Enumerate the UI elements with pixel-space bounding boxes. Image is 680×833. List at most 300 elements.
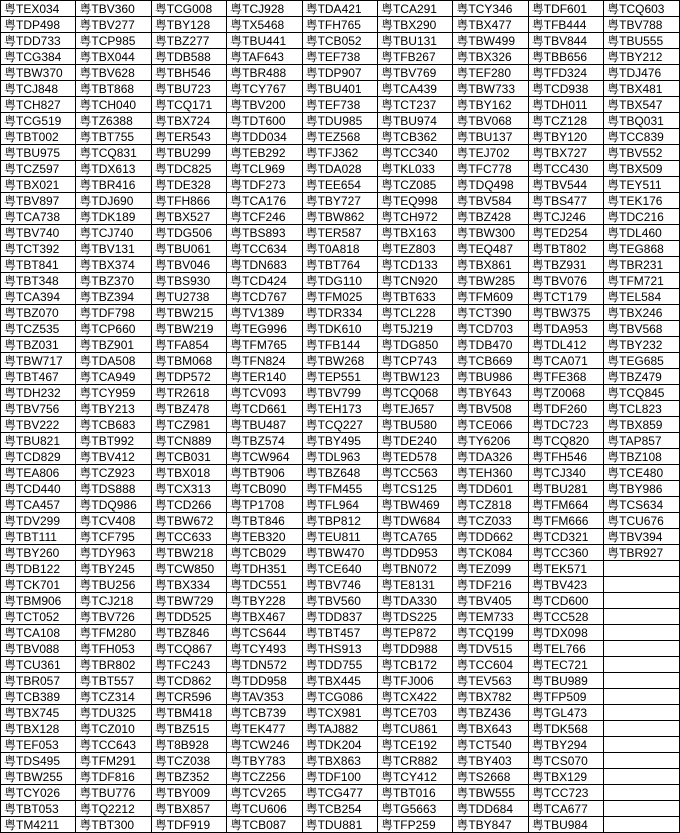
plate-cell: 粤TCV093 <box>227 385 302 401</box>
plate-cell: 粤TBU974 <box>377 113 452 129</box>
plate-cell: 粤TCZ314 <box>76 689 151 705</box>
table-row <box>1 785 680 801</box>
plate-cell: 粤TCY412 <box>377 769 452 785</box>
plate-cell: 粤TEH360 <box>453 465 528 481</box>
plate-cell: 粤TBZ394 <box>76 289 151 305</box>
plate-cell: 粤TDJ476 <box>604 65 679 81</box>
plate-cell: 粤TCP743 <box>377 353 452 369</box>
plate-cell: 粤TBX481 <box>604 81 679 97</box>
plate-cell: 粤TBU821 <box>1 433 76 449</box>
table-row <box>1 641 680 657</box>
plate-cell: 粤TZ0068 <box>528 385 603 401</box>
plate-cell: 粤TBT764 <box>302 257 377 273</box>
plate-cell: 粤TCE703 <box>377 705 452 721</box>
plate-cell: 粤TBV277 <box>76 17 151 33</box>
plate-cell: 粤TDH351 <box>227 561 302 577</box>
plate-cell: 粤TFB444 <box>528 17 603 33</box>
table-row <box>1 353 680 369</box>
plate-cell: 粤TCA949 <box>76 369 151 385</box>
plate-cell: 粤TDD837 <box>302 609 377 625</box>
plate-cell: 粤TEB320 <box>227 529 302 545</box>
plate-cell: 粤TEC721 <box>528 657 603 673</box>
plate-cell: 粤TBX643 <box>453 721 528 737</box>
plate-cell: 粤TDF100 <box>302 769 377 785</box>
plate-cell: 粤TCP660 <box>76 321 151 337</box>
plate-cell: 粤TDA028 <box>302 161 377 177</box>
plate-cell: 粤TBT802 <box>528 241 603 257</box>
plate-cell: 粤TBV799 <box>302 385 377 401</box>
plate-cell: 粤TCY493 <box>227 641 302 657</box>
plate-cell: 粤TAV353 <box>227 689 302 705</box>
plate-cell: 粤TBV628 <box>76 65 151 81</box>
plate-cell: 粤TCB739 <box>227 705 302 721</box>
plate-cell <box>604 801 679 817</box>
table-row <box>1 561 680 577</box>
plate-cell: 粤TBY245 <box>76 561 151 577</box>
plate-cell: 粤TDK204 <box>302 737 377 753</box>
plate-cell: 粤TCP985 <box>76 33 151 49</box>
plate-cell: 粤TBW268 <box>302 353 377 369</box>
plate-cell: 粤TCW246 <box>227 737 302 753</box>
table-row <box>1 161 680 177</box>
plate-cell: 粤TBV394 <box>604 529 679 545</box>
plate-cell: 粤TBU281 <box>528 481 603 497</box>
plate-cell: 粤TCQ831 <box>76 145 151 161</box>
plate-cell: 粤TBV568 <box>604 321 679 337</box>
table-row <box>1 1 680 17</box>
plate-cell: 粤TEB292 <box>227 145 302 161</box>
plate-cell: 粤TCZ818 <box>453 497 528 513</box>
plate-cell: 粤TCA677 <box>528 801 603 817</box>
plate-cell: 粤THS913 <box>302 641 377 657</box>
plate-cell: 粤TFL964 <box>302 497 377 513</box>
plate-cell: 粤TDC551 <box>227 577 302 593</box>
plate-cell: 粤TBW123 <box>377 369 452 385</box>
plate-cell: 粤TCB669 <box>453 353 528 369</box>
plate-cell: 粤TBZ479 <box>604 369 679 385</box>
plate-cell: 粤TDS495 <box>1 753 76 769</box>
plate-cell: 粤TDB588 <box>151 49 226 65</box>
plate-cell: 粤TCB172 <box>377 657 452 673</box>
plate-cell: 粤TBY162 <box>453 97 528 113</box>
plate-cell: 粤TCV408 <box>76 513 151 529</box>
plate-cell: 粤TBT992 <box>76 433 151 449</box>
plate-cell: 粤TDQ986 <box>76 497 151 513</box>
plate-cell: 粤TCQ171 <box>151 97 226 113</box>
plate-cell: 粤TFM664 <box>528 497 603 513</box>
table-row <box>1 65 680 81</box>
plate-cell: 粤TFN824 <box>227 353 302 369</box>
plate-cell: 粤TBT846 <box>227 513 302 529</box>
plate-cell: 粤TCC633 <box>151 529 226 545</box>
plate-cell: 粤TBV756 <box>1 401 76 417</box>
plate-cell: 粤TFJ362 <box>302 145 377 161</box>
plate-cell: 粤TBX044 <box>76 49 151 65</box>
plate-cell: 粤TDB122 <box>1 561 76 577</box>
plate-cell: 粤TCK084 <box>453 545 528 561</box>
plate-cell: 粤TCT390 <box>453 305 528 321</box>
plate-cell: 粤TBX021 <box>1 177 76 193</box>
plate-cell: 粤T5J219 <box>377 321 452 337</box>
plate-cell: 粤TCG519 <box>1 113 76 129</box>
plate-cell: 粤TBX374 <box>76 257 151 273</box>
plate-cell <box>604 785 679 801</box>
plate-cell: 粤TCB254 <box>302 801 377 817</box>
plate-cell: 粤TEJ702 <box>453 145 528 161</box>
plate-cell: 粤TFM280 <box>76 625 151 641</box>
plate-cell: 粤TBW469 <box>377 497 452 513</box>
plate-cell: 粤TBW555 <box>453 785 528 801</box>
plate-cell: 粤TDD525 <box>151 609 226 625</box>
plate-cell: 粤TCC643 <box>76 737 151 753</box>
plate-cell: 粤TDA330 <box>377 593 452 609</box>
plate-cell: 粤TEX034 <box>1 1 76 17</box>
plate-cell: 粤TDS888 <box>76 481 151 497</box>
plate-cell: 粤TCE192 <box>377 737 452 753</box>
plate-cell: 粤TCL969 <box>227 161 302 177</box>
plate-cell: 粤TDC825 <box>151 161 226 177</box>
plate-cell: 粤TDK189 <box>76 209 151 225</box>
plate-cell: 粤TCC563 <box>377 465 452 481</box>
plate-cell: 粤TCX981 <box>302 705 377 721</box>
plate-cell: 粤TBQ031 <box>604 113 679 129</box>
plate-cell: 粤TCB362 <box>377 129 452 145</box>
plate-cell: 粤TDP907 <box>302 65 377 81</box>
plate-cell: 粤TDH232 <box>1 385 76 401</box>
plate-cell: 粤TBN072 <box>377 561 452 577</box>
plate-cell: 粤TBX782 <box>453 689 528 705</box>
plate-cell: 粤TEL584 <box>604 289 679 305</box>
plate-cell: 粤TDF216 <box>453 577 528 593</box>
plate-cell: 粤TCQ068 <box>377 385 452 401</box>
plate-cell: 粤TBX246 <box>604 305 679 321</box>
table-row <box>1 337 680 353</box>
plate-cell: 粤TBZ931 <box>528 257 603 273</box>
plate-cell: 粤TBX445 <box>302 673 377 689</box>
plate-cell: 粤TFH765 <box>302 17 377 33</box>
table-row <box>1 625 680 641</box>
plate-cell: 粤TCY767 <box>227 81 302 97</box>
plate-cell: 粤TCQ227 <box>302 417 377 433</box>
plate-cell: 粤TBY783 <box>227 753 302 769</box>
plate-cell: 粤TCC528 <box>528 609 603 625</box>
plate-cell: 粤TEG996 <box>227 321 302 337</box>
plate-cell: 粤TBZ428 <box>453 209 528 225</box>
plate-cell: 粤TDD958 <box>227 673 302 689</box>
table-row <box>1 465 680 481</box>
plate-cell: 粤TDF273 <box>227 177 302 193</box>
plate-cell: 粤TBY212 <box>604 49 679 65</box>
plate-cell: 粤TBX745 <box>1 705 76 721</box>
plate-cell: 粤TU2738 <box>151 289 226 305</box>
table-row <box>1 737 680 753</box>
plate-cell: 粤TBT016 <box>377 785 452 801</box>
plate-cell: 粤TCZ256 <box>227 769 302 785</box>
plate-cell <box>604 737 679 753</box>
plate-cell: 粤TDP572 <box>151 369 226 385</box>
plate-cell: 粤TV1389 <box>227 305 302 321</box>
plate-cell: 粤TCW850 <box>151 561 226 577</box>
plate-cell: 粤TBT868 <box>76 81 151 97</box>
plate-cell: 粤TFA854 <box>151 337 226 353</box>
plate-cell: 粤TBU131 <box>377 33 452 49</box>
plate-cell: 粤TBV423 <box>528 577 603 593</box>
plate-cell: 粤TDG110 <box>302 273 377 289</box>
plate-cell: 粤TED578 <box>377 449 452 465</box>
plate-cell: 粤TCE640 <box>302 561 377 577</box>
plate-cell: 粤TBS893 <box>227 225 302 241</box>
plate-cell: 粤TEK571 <box>528 561 603 577</box>
table-row <box>1 81 680 97</box>
table-row <box>1 225 680 241</box>
plate-cell: 粤TBS930 <box>151 273 226 289</box>
table-row <box>1 689 680 705</box>
plate-cell: 粤TCU861 <box>377 721 452 737</box>
plate-cell: 粤TCF246 <box>227 209 302 225</box>
plate-cell: 粤TCA439 <box>377 81 452 97</box>
plate-cell: 粤TCC634 <box>227 241 302 257</box>
plate-cell: 粤TEG868 <box>604 241 679 257</box>
plate-cell: 粤TCB683 <box>76 417 151 433</box>
plate-cell: 粤TBW370 <box>1 65 76 81</box>
plate-cell: 粤TCU361 <box>1 657 76 673</box>
plate-cell: 粤TBY294 <box>528 737 603 753</box>
plate-cell: 粤TBW300 <box>453 225 528 241</box>
plate-cell: 粤TCG086 <box>302 689 377 705</box>
plate-cell: 粤TEK477 <box>227 721 302 737</box>
plate-cell <box>604 689 679 705</box>
plate-cell: 粤TDF798 <box>76 305 151 321</box>
plate-cell: 粤TBT467 <box>1 369 76 385</box>
plate-cell: 粤TDA508 <box>76 353 151 369</box>
table-row <box>1 497 680 513</box>
plate-cell: 粤TBT002 <box>1 129 76 145</box>
table-row <box>1 433 680 449</box>
plate-cell: 粤TCQ867 <box>151 641 226 657</box>
plate-cell: 粤TCZ128 <box>528 113 603 129</box>
plate-cell: 粤TBX290 <box>377 17 452 33</box>
plate-cell <box>604 769 679 785</box>
plate-cell: 粤TCZ535 <box>1 321 76 337</box>
plate-cell: 粤TBV740 <box>1 225 76 241</box>
plate-cell: 粤TCH827 <box>1 97 76 113</box>
plate-cell: 粤TCY959 <box>76 385 151 401</box>
plate-cell: 粤TEP872 <box>377 625 452 641</box>
plate-cell: 粤TBY495 <box>302 433 377 449</box>
plate-cell: 粤TCT392 <box>1 241 76 257</box>
plate-cell: 粤TBW672 <box>151 513 226 529</box>
plate-cell: 粤TBZ352 <box>151 769 226 785</box>
plate-cell <box>604 593 679 609</box>
plate-cell: 粤TAF643 <box>227 49 302 65</box>
plate-cell: 粤TFB267 <box>377 49 452 65</box>
plate-cell: 粤TEZ099 <box>453 561 528 577</box>
plate-cell: 粤TCY346 <box>453 1 528 17</box>
plate-cell: 粤TBZ436 <box>453 705 528 721</box>
plate-cell: 粤TBM068 <box>151 353 226 369</box>
plate-cell: 粤TBB656 <box>528 49 603 65</box>
plate-cell: 粤TBR802 <box>76 657 151 673</box>
table-row <box>1 177 680 193</box>
plate-cell: 粤TBZ070 <box>1 305 76 321</box>
plate-cell: 粤TDH011 <box>528 97 603 113</box>
table-row <box>1 273 680 289</box>
table-row <box>1 721 680 737</box>
plate-cell: 粤TFH866 <box>151 193 226 209</box>
plate-cell: 粤TEQ487 <box>453 241 528 257</box>
plate-cell: 粤TCS634 <box>604 497 679 513</box>
plate-cell: 粤TFM765 <box>227 337 302 353</box>
plate-cell: 粤TFP259 <box>377 817 452 833</box>
plate-cell: 粤TG5663 <box>377 801 452 817</box>
plate-cell: 粤TBY260 <box>1 545 76 561</box>
table-row <box>1 657 680 673</box>
plate-cell: 粤TCD938 <box>528 81 603 97</box>
plate-cell: 粤TBZ846 <box>151 625 226 641</box>
plate-cell: 粤TCX313 <box>151 481 226 497</box>
plate-cell: 粤TFD324 <box>528 65 603 81</box>
plate-cell: 粤TBU986 <box>453 369 528 385</box>
plate-cell: 粤TCT540 <box>453 737 528 753</box>
table-row <box>1 609 680 625</box>
plate-cell: 粤TDG506 <box>151 225 226 241</box>
table-row <box>1 193 680 209</box>
plate-cell: 粤TEF738 <box>302 97 377 113</box>
plate-cell: 粤TBM906 <box>1 593 76 609</box>
plate-cell: 粤TBX477 <box>453 17 528 33</box>
plate-cell: 粤TDF601 <box>528 1 603 17</box>
plate-cell: 粤TBY986 <box>604 481 679 497</box>
plate-cell: 粤TCD703 <box>453 321 528 337</box>
table-row <box>1 129 680 145</box>
plate-cell: 粤TBW218 <box>151 545 226 561</box>
plate-cell: 粤TER140 <box>227 369 302 385</box>
plate-cell: 粤TBM418 <box>151 705 226 721</box>
plate-cell: 粤TCA108 <box>1 625 76 641</box>
table-row <box>1 545 680 561</box>
plate-cell: 粤TCE066 <box>453 417 528 433</box>
plate-cell: 粤TCC839 <box>604 129 679 145</box>
plate-cell: 粤TBR416 <box>76 177 151 193</box>
plate-cell: 粤TEH173 <box>302 401 377 417</box>
plate-cell: 粤TBU989 <box>528 673 603 689</box>
plate-cell: 粤TCN889 <box>151 433 226 449</box>
plate-cell: 粤TBV200 <box>227 97 302 113</box>
plate-cell: 粤TDC216 <box>604 209 679 225</box>
plate-cell: 粤TFB144 <box>302 337 377 353</box>
plate-cell: 粤TBW285 <box>453 273 528 289</box>
plate-cell: 粤TBW219 <box>151 321 226 337</box>
plate-cell: 粤TBU580 <box>377 417 452 433</box>
plate-cell: 粤TDD684 <box>453 801 528 817</box>
plate-cell: 粤TCA765 <box>377 529 452 545</box>
plate-cell: 粤TBV131 <box>76 241 151 257</box>
plate-cell: 粤TBU401 <box>302 81 377 97</box>
plate-cell: 粤TBV508 <box>453 401 528 417</box>
plate-cell: 粤TCJ340 <box>528 465 603 481</box>
plate-cell: 粤TCJ848 <box>1 81 76 97</box>
plate-cell: 粤TBX724 <box>151 113 226 129</box>
plate-cell: 粤TCG008 <box>151 1 226 17</box>
plate-cell: 粤TDX098 <box>528 625 603 641</box>
plate-cell: 粤TCA071 <box>528 353 603 369</box>
plate-cell: 粤TBV788 <box>604 17 679 33</box>
plate-cell: 粤TBZ648 <box>302 465 377 481</box>
plate-cell: 粤TBR057 <box>1 673 76 689</box>
plate-cell: 粤TCC723 <box>528 785 603 801</box>
plate-cell: 粤TCQ199 <box>453 625 528 641</box>
plate-cell: 粤TEL766 <box>528 641 603 657</box>
table-row <box>1 49 680 65</box>
plate-cell: 粤TBV046 <box>151 257 226 273</box>
plate-cell: 粤TCX422 <box>377 689 452 705</box>
plate-cell: 粤TCB389 <box>1 689 76 705</box>
plate-cell: 粤TBW729 <box>151 593 226 609</box>
plate-cell: 粤TEU811 <box>302 529 377 545</box>
plate-cell: 粤TS2668 <box>453 769 528 785</box>
plate-cell: 粤TAJ882 <box>302 721 377 737</box>
plate-cell: 粤TQ2212 <box>76 801 151 817</box>
plate-cell: 粤TCD767 <box>227 289 302 305</box>
plate-cell: 粤TBY228 <box>227 593 302 609</box>
plate-cell: 粤TBR927 <box>604 545 679 561</box>
plate-cell: 粤TDL460 <box>604 225 679 241</box>
plate-cell: 粤TBU061 <box>151 241 226 257</box>
plate-cell: 粤TKL033 <box>377 161 452 177</box>
plate-cell: 粤TBW470 <box>302 545 377 561</box>
plate-cell: 粤TDL963 <box>302 449 377 465</box>
plate-cell <box>604 817 679 833</box>
plate-cell: 粤TEZ803 <box>377 241 452 257</box>
plate-cell: 粤TBZ478 <box>151 401 226 417</box>
plate-cell: 粤TBZ108 <box>604 449 679 465</box>
plate-cell: 粤TDA421 <box>302 1 377 17</box>
plate-cell: 粤TDV299 <box>1 513 76 529</box>
plate-cell: 粤TBT111 <box>1 529 76 545</box>
plate-cell: 粤TBY232 <box>604 337 679 353</box>
plate-cell: 粤TFM025 <box>302 289 377 305</box>
plate-cell: 粤TBZ515 <box>151 721 226 737</box>
plate-cell: 粤TDD988 <box>377 641 452 657</box>
plate-cell: 粤TCZ085 <box>377 177 452 193</box>
table-row <box>1 417 680 433</box>
plate-cell <box>604 577 679 593</box>
plate-cell: 粤TCU676 <box>604 513 679 529</box>
plate-cell: 粤TEG685 <box>604 353 679 369</box>
plate-cell: 粤TBW499 <box>453 33 528 49</box>
plate-cell: 粤TBV405 <box>453 593 528 609</box>
plate-cell: 粤TCC604 <box>453 657 528 673</box>
plate-cell: 粤TDQ498 <box>453 177 528 193</box>
plate-cell: 粤TP1708 <box>227 497 302 513</box>
plate-cell: 粤TBX857 <box>151 801 226 817</box>
plate-cell: 粤TCD862 <box>151 673 226 689</box>
plate-cell: 粤TCD321 <box>528 529 603 545</box>
table-row <box>1 241 680 257</box>
plate-cell: 粤TCZ038 <box>151 753 226 769</box>
plate-cell: 粤TBZ370 <box>76 273 151 289</box>
plate-cell: 粤TCB029 <box>227 545 302 561</box>
plate-cell: 粤TAP857 <box>604 433 679 449</box>
table-row <box>1 449 680 465</box>
plate-cell: 粤TEA806 <box>1 465 76 481</box>
plate-cell: 粤TDU985 <box>302 113 377 129</box>
plate-cell: 粤TBX509 <box>604 161 679 177</box>
plate-cell: 粤TBU555 <box>604 33 679 49</box>
plate-cell <box>604 705 679 721</box>
plate-cell <box>604 657 679 673</box>
plate-cell: 粤TCB031 <box>151 449 226 465</box>
